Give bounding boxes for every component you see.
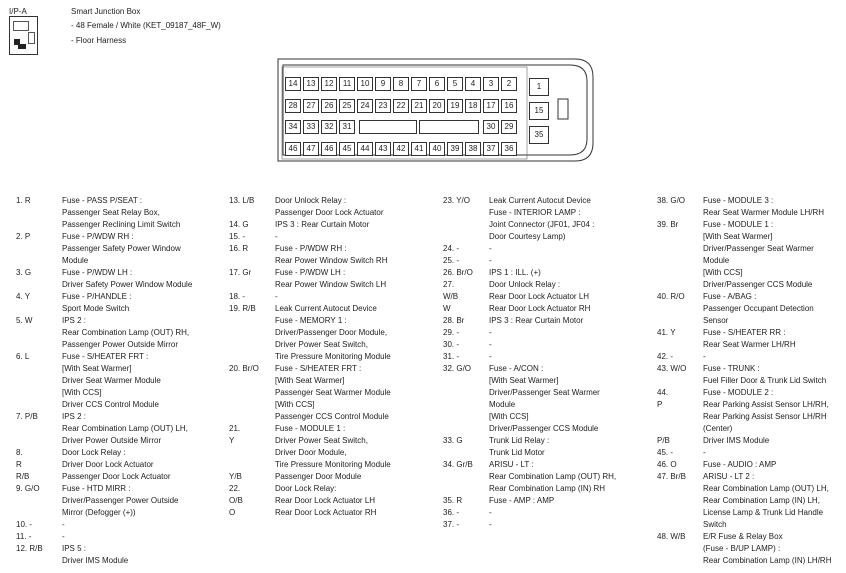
- pin-number-wire-color: Y: [229, 436, 235, 445]
- pin-circuit-description: Module: [703, 256, 730, 265]
- pin-number-wire-color: 31. -: [443, 352, 460, 361]
- pin-circuit-description: Rear Combination Lamp (OUT) LH,: [703, 484, 829, 493]
- pin-number-wire-color: 23. Y/O: [443, 196, 470, 205]
- pin-circuit-description: IPS 1 : ILL. (+): [489, 268, 541, 277]
- pin-number-wire-color: 27.: [443, 280, 455, 289]
- pin-circuit-description: Leak Current Autocut Device: [275, 304, 377, 313]
- pin-circuit-description: Driver Door Module,: [275, 448, 347, 457]
- pin-number-wire-color: P: [657, 400, 663, 409]
- pin-number-wire-color: 1. R: [16, 196, 31, 205]
- pin-number-wire-color: 41. Y: [657, 328, 676, 337]
- connector-pin: 3: [483, 77, 499, 91]
- pin-circuit-description: Passenger Door Lock Actuator: [275, 208, 384, 217]
- pin-circuit-description: -: [489, 244, 492, 253]
- pin-number-wire-color: 47. Br/B: [657, 472, 686, 481]
- pin-circuit-description: Rear Power Window Switch LH: [275, 280, 387, 289]
- connector-pin: 12: [321, 77, 337, 91]
- pin-number-wire-color: 36. -: [443, 508, 460, 517]
- pin-circuit-description: Rear Combination Lamp (OUT) RH,: [489, 472, 617, 481]
- pin-circuit-description: -: [489, 328, 492, 337]
- pin-number-wire-color: 28. Br: [443, 316, 465, 325]
- pin-circuit-description: Driver/Passenger CCS Module: [703, 280, 813, 289]
- pin-circuit-description: Fuse - P/HANDLE :: [62, 292, 132, 301]
- connector-pin: 11: [339, 77, 355, 91]
- connector-pin: 41: [411, 142, 427, 156]
- pin-circuit-description: Rear Door Lock Actuator LH: [489, 292, 590, 301]
- pin-circuit-description: Fuse - MEMORY 1 :: [275, 316, 347, 325]
- connector-pin: 17: [483, 99, 499, 113]
- connector-pin: 45: [339, 142, 355, 156]
- connector-pin: 37: [483, 142, 499, 156]
- pin-circuit-description: Fuse - TRUNK :: [703, 364, 760, 373]
- pin-circuit-description: Rear Combination Lamp (OUT) RH,: [62, 328, 190, 337]
- pin-number-wire-color: 42. -: [657, 352, 674, 361]
- pin-circuit-description: [With CCS]: [62, 388, 102, 397]
- pin-circuit-description: Fuse - PASS P/SEAT :: [62, 196, 143, 205]
- pin-circuit-description: Sensor: [703, 316, 729, 325]
- pin-circuit-description: Rear Combination Lamp (OUT) LH,: [62, 424, 188, 433]
- pin-circuit-description: -: [703, 448, 706, 457]
- pin-circuit-description: Module: [489, 400, 516, 409]
- pin-circuit-description: Passenger Occupant Detection: [703, 304, 814, 313]
- connector-pin: 19: [447, 99, 463, 113]
- pin-number-wire-color: 3. G: [16, 268, 32, 277]
- pin-circuit-description: [With CCS]: [275, 400, 315, 409]
- pin-number-wire-color: 11. -: [16, 532, 32, 541]
- connector-pin: 4: [465, 77, 481, 91]
- pin-number-wire-color: 32. G/O: [443, 364, 472, 373]
- pin-number-wire-color: 12. R/B: [16, 544, 43, 553]
- pin-circuit-description: Fuse - A/BAG :: [703, 292, 757, 301]
- connector-pin: 46: [285, 142, 301, 156]
- pin-circuit-description: Driver Power Outside Mirror: [62, 436, 162, 445]
- pin-number-wire-color: P/B: [657, 436, 670, 445]
- pin-circuit-description: Driver IMS Module: [703, 436, 770, 445]
- connector-location: - Floor Harness: [71, 36, 127, 45]
- pin-number-wire-color: 20. Br/O: [229, 364, 259, 373]
- pin-circuit-description: [With Seat Warmer]: [703, 232, 773, 241]
- pin-circuit-description: Fuse - P/WDW RH :: [62, 232, 134, 241]
- pin-circuit-description: Driver Safety Power Window Module: [62, 280, 193, 289]
- pin-circuit-description: Fuse - MODULE 3 :: [703, 196, 774, 205]
- connector-pin: 2: [501, 77, 517, 91]
- pin-circuit-description: Fuse - S/HEATER FRT :: [62, 352, 149, 361]
- pin-circuit-description: -: [62, 520, 65, 529]
- connector-name: Smart Junction Box: [71, 7, 141, 16]
- pin-circuit-description: ARISU - LT :: [489, 460, 534, 469]
- pin-number-wire-color: O/B: [229, 496, 243, 505]
- pin-circuit-description: Driver/Passenger Seat Warmer: [703, 244, 814, 253]
- pin-number-wire-color: W: [443, 304, 451, 313]
- pin-circuit-description: Switch: [703, 520, 727, 529]
- pin-number-wire-color: 4. Y: [16, 292, 31, 301]
- pin-number-wire-color: 14. G: [229, 220, 249, 229]
- connector-blank-cavity: [419, 120, 479, 134]
- pin-number-wire-color: 33. G: [443, 436, 463, 445]
- pin-number-wire-color: W/B: [443, 292, 459, 301]
- connector-face-diagram: [275, 55, 595, 165]
- pin-circuit-description: -: [489, 508, 492, 517]
- connector-pin: 1: [529, 78, 549, 96]
- connector-pin: 32: [321, 120, 337, 134]
- connector-pin: 13: [303, 77, 319, 91]
- pin-number-wire-color: 40. R/O: [657, 292, 685, 301]
- pin-circuit-description: (Center): [703, 424, 733, 433]
- pin-circuit-description: (Fuse - B/UP LAMP) :: [703, 544, 781, 553]
- connector-pin: 24: [357, 99, 373, 113]
- connector-pin: 5: [447, 77, 463, 91]
- pin-circuit-description: Fuse - MODULE 2 :: [703, 388, 774, 397]
- connector-pin: 31: [339, 120, 355, 134]
- connector-pin: 34: [285, 120, 301, 134]
- pin-number-wire-color: 30. -: [443, 340, 460, 349]
- pin-circuit-description: -: [489, 520, 492, 529]
- connector-pin: 23: [375, 99, 391, 113]
- connector-pin: 30: [483, 120, 499, 134]
- connector-pin: 46: [321, 142, 337, 156]
- pin-circuit-description: E/R Fuse & Relay Box: [703, 532, 783, 541]
- connector-pin: 14: [285, 77, 301, 91]
- pin-circuit-description: Rear Power Window Switch RH: [275, 256, 388, 265]
- pin-circuit-description: Fuse - INTERIOR LAMP :: [489, 208, 581, 217]
- pin-circuit-description: -: [275, 232, 278, 241]
- connector-pin: 26: [321, 99, 337, 113]
- pin-circuit-description: Door Lock Relay :: [62, 448, 126, 457]
- pin-circuit-description: Fuse - AMP : AMP: [489, 496, 555, 505]
- connector-pin: 28: [285, 99, 301, 113]
- pin-circuit-description: Tire Pressure Monitoring Module: [275, 460, 391, 469]
- pin-circuit-description: IPS 5 :: [62, 544, 87, 553]
- pin-circuit-description: Passenger Door Lock Actuator: [62, 472, 171, 481]
- pin-circuit-description: [With Seat Warmer]: [62, 364, 132, 373]
- pin-circuit-description: Driver Power Seat Switch,: [275, 340, 368, 349]
- connector-pin: 35: [529, 126, 549, 144]
- connector-pin: 38: [465, 142, 481, 156]
- pin-circuit-description: Door Courtesy Lamp): [489, 232, 566, 241]
- connector-pin: 29: [501, 120, 517, 134]
- pin-number-wire-color: 10. -: [16, 520, 33, 529]
- pin-circuit-description: [With Seat Warmer]: [489, 376, 559, 385]
- pin-circuit-description: Trunk Lid Relay :: [489, 436, 550, 445]
- connector-pin: 9: [375, 77, 391, 91]
- pin-number-wire-color: Y/B: [229, 472, 242, 481]
- pin-circuit-description: Passenger CCS Control Module: [275, 412, 389, 421]
- pin-circuit-description: Sport Mode Switch: [62, 304, 130, 313]
- pin-circuit-description: -: [489, 340, 492, 349]
- pin-number-wire-color: 21.: [229, 424, 241, 433]
- pin-number-wire-color: 22.: [229, 484, 241, 493]
- pin-circuit-description: [With CCS]: [703, 268, 743, 277]
- pin-number-wire-color: O: [229, 508, 236, 517]
- pin-circuit-description: Rear Combination Lamp (IN) RH: [489, 484, 606, 493]
- pin-circuit-description: Driver IMS Module: [62, 556, 129, 565]
- pin-circuit-description: -: [489, 256, 492, 265]
- connector-id: I/P-A: [9, 7, 27, 16]
- connector-pin: 18: [465, 99, 481, 113]
- pin-circuit-description: IPS 3 : Rear Curtain Motor: [489, 316, 584, 325]
- pin-circuit-description: Passenger Power Outside Mirror: [62, 340, 179, 349]
- pin-circuit-description: Driver/Passenger Seat Warmer: [489, 388, 600, 397]
- pin-circuit-description: Fuse - P/WDW RH :: [275, 244, 347, 253]
- pin-circuit-description: Rear Combination Lamp (IN) LH,: [703, 496, 820, 505]
- pin-number-wire-color: R: [16, 460, 22, 469]
- pin-number-wire-color: 25. -: [443, 256, 460, 265]
- pin-circuit-description: Driver/Passenger Power Outside: [62, 496, 179, 505]
- pin-circuit-description: Door Unlock Relay :: [489, 280, 561, 289]
- pin-circuit-description: Passenger Seat Relay Box,: [62, 208, 160, 217]
- pin-circuit-description: Driver Door Lock Actuator: [62, 460, 154, 469]
- pin-circuit-description: -: [62, 532, 65, 541]
- pin-circuit-description: Passenger Door Module: [275, 472, 362, 481]
- pin-circuit-description: Leak Current Autocut Device: [489, 196, 591, 205]
- pin-circuit-description: Rear Seat Warmer Module LH/RH: [703, 208, 825, 217]
- pin-circuit-description: Rear Door Lock Actuator RH: [275, 508, 377, 517]
- pin-number-wire-color: 39. Br: [657, 220, 679, 229]
- pin-number-wire-color: 16. R: [229, 244, 249, 253]
- pin-number-wire-color: 46. O: [657, 460, 677, 469]
- pin-circuit-description: Rear Door Lock Actuator LH: [275, 496, 376, 505]
- pin-number-wire-color: 7. P/B: [16, 412, 38, 421]
- pin-number-wire-color: 35. R: [443, 496, 463, 505]
- pin-circuit-description: Driver CCS Control Module: [62, 400, 159, 409]
- pin-circuit-description: Passenger Reclining Limit Switch: [62, 220, 181, 229]
- pin-circuit-description: Passenger Seat Warmer Module: [275, 388, 391, 397]
- pin-number-wire-color: 34. Gr/B: [443, 460, 473, 469]
- pin-circuit-description: IPS 3 : Rear Curtain Motor: [275, 220, 370, 229]
- pin-circuit-description: -: [275, 292, 278, 301]
- connector-pin: 10: [357, 77, 373, 91]
- pin-number-wire-color: 19. R/B: [229, 304, 256, 313]
- pin-circuit-description: Door Lock Relay:: [275, 484, 337, 493]
- pin-circuit-description: Driver/Passenger Door Module,: [275, 328, 388, 337]
- location-thumbnail-icon: [9, 16, 38, 55]
- connector-pin: 47: [303, 142, 319, 156]
- connector-pin: 33: [303, 120, 319, 134]
- pin-number-wire-color: 8.: [16, 448, 23, 457]
- connector-spec: - 48 Female / White (KET_09187_48F_W): [71, 21, 221, 30]
- pin-circuit-description: [With Seat Warmer]: [275, 376, 345, 385]
- pin-number-wire-color: 15. -: [229, 232, 246, 241]
- connector-pin: 16: [501, 99, 517, 113]
- pin-number-wire-color: 17. Gr: [229, 268, 252, 277]
- pin-circuit-description: Rear Parking Assist Sensor LH/RH,: [703, 400, 829, 409]
- connector-pin: 7: [411, 77, 427, 91]
- pin-number-wire-color: 48. W/B: [657, 532, 686, 541]
- pin-number-wire-color: 29. -: [443, 328, 460, 337]
- pin-circuit-description: Rear Combination Lamp (IN) LH/RH: [703, 556, 832, 565]
- connector-pin: 15: [529, 102, 549, 120]
- connector-pin: 8: [393, 77, 409, 91]
- pin-number-wire-color: 45. -: [657, 448, 674, 457]
- pin-circuit-description: Fuse - S/HEATER RR :: [703, 328, 786, 337]
- pin-circuit-description: Rear Seat Warmer LH/RH: [703, 340, 796, 349]
- connector-pin: 22: [393, 99, 409, 113]
- pin-circuit-description: [With CCS]: [489, 412, 529, 421]
- pin-circuit-description: Trunk Lid Motor: [489, 448, 545, 457]
- pin-circuit-description: Module: [62, 256, 89, 265]
- pin-number-wire-color: 44.: [657, 388, 669, 397]
- pin-circuit-description: IPS 2 :: [62, 412, 87, 421]
- pin-number-wire-color: 38. G/O: [657, 196, 686, 205]
- pin-circuit-description: Fuse - MODULE 1 :: [275, 424, 346, 433]
- pin-number-wire-color: 2. P: [16, 232, 31, 241]
- pin-circuit-description: Mirror (Defogger (+)): [62, 508, 136, 517]
- pin-circuit-description: Driver/Passenger CCS Module: [489, 424, 599, 433]
- pin-circuit-description: Fuse - S/HEATER FRT :: [275, 364, 362, 373]
- connector-blank-cavity: [359, 120, 417, 134]
- connector-pin: 27: [303, 99, 319, 113]
- pin-circuit-description: ARISU - LT 2 :: [703, 472, 755, 481]
- pin-circuit-description: Fuse - P/WDW LH :: [62, 268, 133, 277]
- connector-pin: 25: [339, 99, 355, 113]
- pin-circuit-description: Door Unlock Relay :: [275, 196, 347, 205]
- pin-number-wire-color: 37. -: [443, 520, 460, 529]
- connector-pin: 6: [429, 77, 445, 91]
- pin-number-wire-color: 9. G/O: [16, 484, 40, 493]
- connector-pin: 44: [357, 142, 373, 156]
- connector-pin: 21: [411, 99, 427, 113]
- pin-number-wire-color: 18. -: [229, 292, 246, 301]
- pin-number-wire-color: 5. W: [16, 316, 33, 325]
- connector-pin: 39: [447, 142, 463, 156]
- pin-circuit-description: Rear Door Lock Actuator RH: [489, 304, 591, 313]
- pin-circuit-description: Driver Power Seat Switch,: [275, 436, 368, 445]
- connector-pin: 36: [501, 142, 517, 156]
- pin-number-wire-color: 24. -: [443, 244, 460, 253]
- pin-circuit-description: Joint Connector (JF01, JF04 :: [489, 220, 595, 229]
- connector-pin: 42: [393, 142, 409, 156]
- pin-circuit-description: Fuel Filler Door & Trunk Lid Switch: [703, 376, 827, 385]
- pin-number-wire-color: R/B: [16, 472, 30, 481]
- pin-circuit-description: -: [489, 352, 492, 361]
- pin-circuit-description: Fuse - HTD MIRR :: [62, 484, 131, 493]
- pin-circuit-description: License Lamp & Trunk Lid Handle: [703, 508, 824, 517]
- pin-circuit-description: Driver Seat Warmer Module: [62, 376, 161, 385]
- pin-circuit-description: IPS 2 :: [62, 316, 87, 325]
- pin-number-wire-color: 6. L: [16, 352, 30, 361]
- connector-pin: 40: [429, 142, 445, 156]
- pin-circuit-description: Fuse - P/WDW LH :: [275, 268, 346, 277]
- pin-circuit-description: -: [703, 352, 706, 361]
- pin-number-wire-color: 26. Br/O: [443, 268, 473, 277]
- pin-circuit-description: Tire Pressure Monitoring Module: [275, 352, 391, 361]
- connector-pin: 20: [429, 99, 445, 113]
- pin-circuit-description: Fuse - AUDIO : AMP: [703, 460, 777, 469]
- pin-number-wire-color: 43. W/O: [657, 364, 687, 373]
- pin-circuit-description: Fuse - MODULE 1 :: [703, 220, 774, 229]
- pin-circuit-description: Rear Parking Assist Sensor LH/RH: [703, 412, 827, 421]
- pin-number-wire-color: 13. L/B: [229, 196, 255, 205]
- pin-circuit-description: Fuse - A/CON :: [489, 364, 544, 373]
- connector-pin: 43: [375, 142, 391, 156]
- pin-circuit-description: Passenger Safety Power Window: [62, 244, 181, 253]
